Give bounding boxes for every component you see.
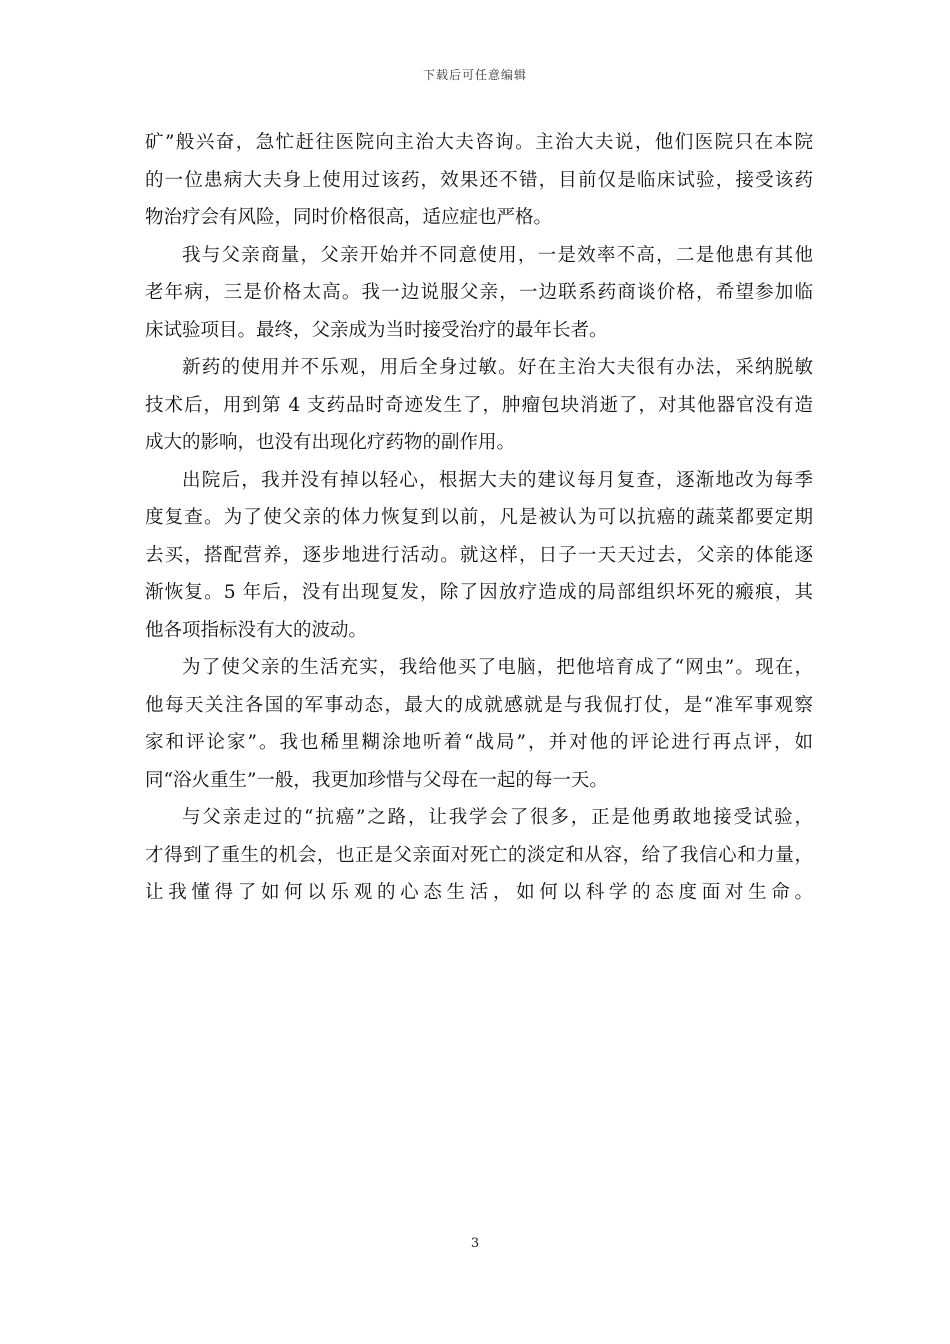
paragraph: [145, 462, 813, 650]
text-line: 才得到了重生的机会，也正是父亲面对死亡的淡定和从容，给了我信心和力量，: [145, 844, 813, 866]
text-line: 成大的影响，也没有出现化疗药物的副作用。: [145, 432, 516, 453]
text-line: 物治疗会有风险，同时价格很高，适应症也严格。: [145, 207, 553, 228]
text-line: 让我懂得了如何以乐观的心态生活，如何以科学的态度面对生命。: [145, 882, 813, 903]
document-body: [145, 124, 813, 912]
paragraph: [145, 237, 813, 350]
text-line: 他各项指标没有大的波动。: [145, 619, 368, 641]
paragraph: [145, 799, 813, 912]
text-line: 他每天关注各国的军事动态，最大的成就感就是与我侃打仗，是“准军事观察: [145, 694, 813, 716]
text-line: 度复查。为了使父亲的体力恢复到以前，凡是被认为可以抗癌的蔬菜都要定期: [145, 507, 813, 528]
text-line: 我与父亲商量，父亲开始并不同意使用，一是效率不高，二是他患有其他: [182, 244, 813, 266]
text-line: 矿”般兴奋，急忙赶往医院向主治大夫咨询。主治大夫说，他们医院只在本院: [145, 132, 813, 153]
text-line: 去买，搭配营养，逐步地进行活动。就这样，日子一天天过去，父亲的体能逐: [145, 544, 813, 566]
text-line: 出院后，我并没有掉以轻心，根据大夫的建议每月复查，逐渐地改为每季: [182, 469, 813, 491]
paragraph: [145, 124, 813, 237]
text-line: 为了使父亲的生活充实，我给他买了电脑，把他培育成了“网虫”。现在，: [182, 657, 813, 678]
text-line: 新药的使用并不乐观，用后全身过敏。好在主治大夫很有办法，采纳脱敏: [182, 357, 813, 378]
page-number: 3: [470, 1236, 480, 1251]
text-line: 的一位患病大夫身上使用过该药，效果还不错，目前仅是临床试验，接受该药: [145, 169, 813, 191]
text-line: 与父亲走过的“抗癌”之路，让我学会了很多，正是他勇敢地接受试验，: [182, 807, 813, 828]
paragraph: [145, 649, 813, 799]
text-line: 技术后，用到第 4 支药品时奇迹发生了，肿瘤包块消逝了，对其他器官没有造: [145, 394, 813, 416]
text-line: 渐恢复。5 年后，没有出现复发，除了因放疗造成的局部组织坏死的瘢痕，其: [145, 582, 813, 603]
text-line: 床试验项目。最终，父亲成为当时接受治疗的最年长者。: [145, 319, 608, 341]
text-line: 同“浴火重生”一般，我更加珍惜与父母在一起的每一天。: [145, 769, 608, 791]
paragraph: [145, 349, 813, 462]
text-line: 老年病，三是价格太高。我一边说服父亲，一边联系药商谈价格，希望参加临: [145, 282, 813, 303]
page-header: 下载后可任意编辑: [422, 68, 527, 82]
text-line: 家和评论家”。我也稀里糊涂地听着“战局”，并对他的评论进行再点评，如: [145, 732, 813, 753]
